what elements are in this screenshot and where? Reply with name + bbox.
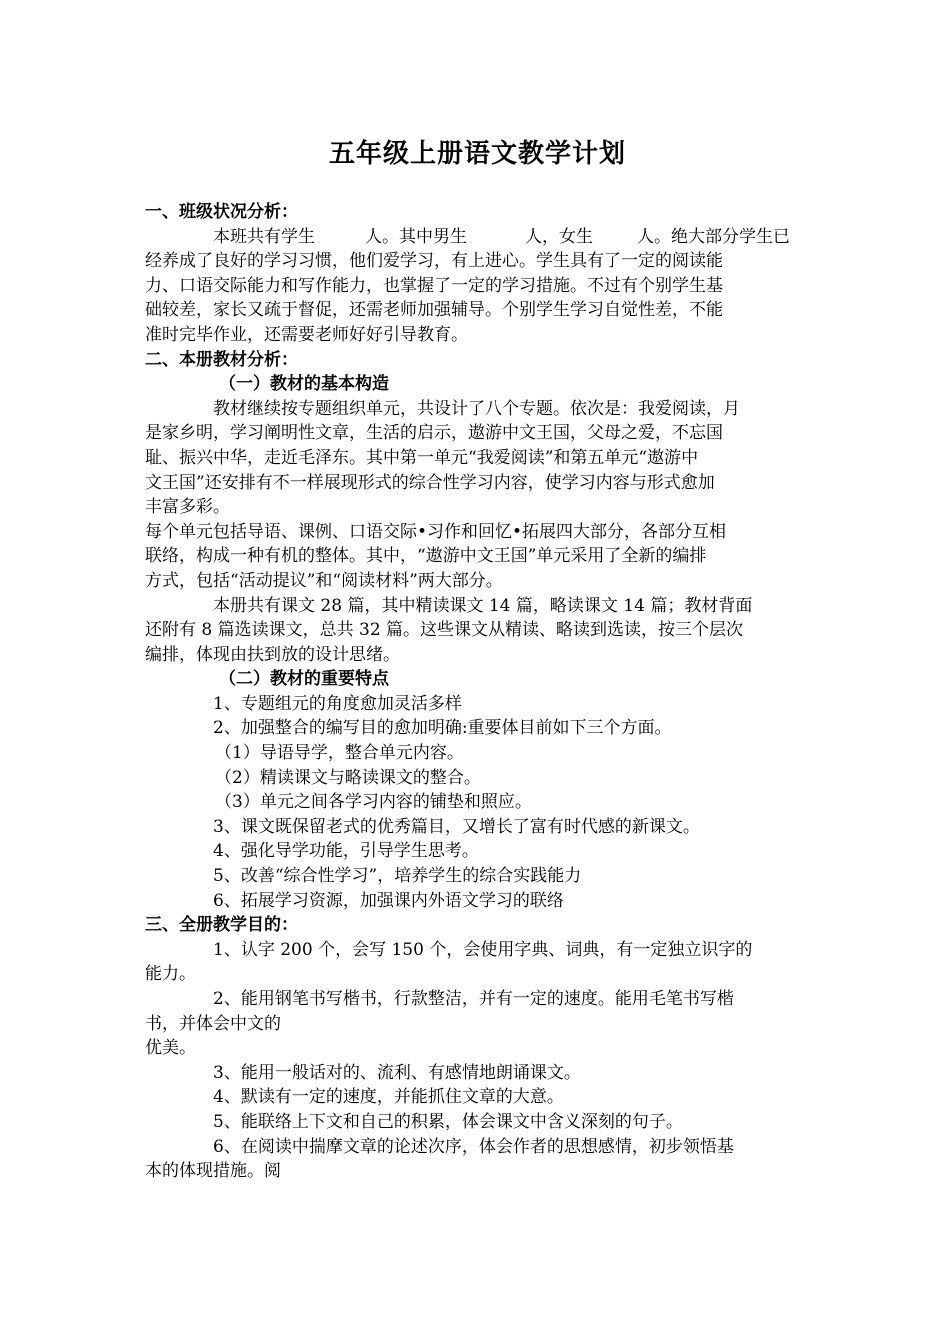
list-item: 5、能联络上下文和自己的积累，体会课文中含义深刻的句子。 — [213, 1111, 683, 1132]
list-item: 3、能用一般话对的、流利、有感情地朗诵课文。 — [213, 1062, 581, 1083]
paragraph-line: 还附有 8 篇选读课文，总共 32 篇。这些课文从精读、略读到选读，按三个层次 — [145, 620, 744, 641]
paragraph-line: 联络，构成一种有机的整体。其中，“遨游中文王国”单元采用了全新的编排 — [145, 546, 707, 567]
list-item: 5、改善“综合性学习”，培养学生的综合实践能力 — [213, 866, 582, 887]
paragraph-line: 教材继续按专题组织单元，共设计了八个专题。依次是：我爱阅读，月 — [213, 398, 740, 419]
paragraph-line: 本班共有学生 人。其中男生 人，女生 人。绝大部分学生已 — [213, 226, 790, 247]
list-item: （3）单元之间各学习内容的铺垫和照应。 — [215, 792, 532, 813]
paragraph-line: 优美。 — [145, 1038, 196, 1059]
list-item: （2）精读课文与略读课文的整合。 — [215, 767, 481, 788]
paragraph-line: 耻、振兴中华，走近毛泽东。其中第一单元“我爱阅读”和第五单元“遨游中 — [145, 447, 699, 468]
list-item: 6、拓展学习资源，加强课内外语文学习的联络 — [213, 890, 564, 911]
list-item: 6、在阅读中揣摩文章的论述次序，体会作者的思想感情，初步领悟基 — [213, 1136, 734, 1157]
section-heading: 三、全册教学目的： — [145, 915, 298, 936]
list-item: 1、专题组元的角度愈加灵活多样 — [213, 693, 462, 714]
list-item: 1、认字 200 个，会写 150 个，会使用字典、词典，有一定独立识字的 — [213, 939, 753, 960]
list-item: 3、课文既保留老式的优秀篇目，又增长了富有时代感的新课文。 — [213, 816, 700, 837]
paragraph-line: 是家乡明，学习阐明性文章，生活的启示，遨游中文王国，父母之爱，不忘国 — [145, 423, 723, 444]
list-item: 2、能用钢笔书写楷书，行款整洁，并有一定的速度。能用毛笔书写楷 — [213, 989, 734, 1009]
paragraph-line: 经养成了良好的学习习惯，他们爱学习，有上进心。学生具有了一定的阅读能 — [145, 251, 723, 272]
section-heading: 一、班级状况分析： — [145, 202, 298, 222]
paragraph-line: 本册共有课文 28 篇，其中精读课文 14 篇，略读课文 14 篇；教材背面 — [213, 595, 753, 616]
paragraph-line: 本的体现措施。阅 — [145, 1161, 281, 1182]
list-item: 4、默读有一定的速度，并能抓住文章的大意。 — [213, 1087, 564, 1108]
subsection-heading: （一）教材的基本构造 — [219, 374, 389, 395]
document-title: 五年级上册语文教学计划 — [328, 139, 626, 169]
paragraph-line: 能力。 — [145, 964, 196, 985]
document-body — [145, 200, 810, 1184]
section-heading: 二、本册教材分析： — [145, 349, 298, 370]
paragraph-line: 力、口语交际能力和写作能力，也掌握了一定的学习措施。不过有个别学生基 — [145, 275, 723, 296]
paragraph-line: 书，并体会中文的 — [145, 1013, 281, 1034]
subsection-heading: （二）教材的重要特点 — [219, 669, 389, 690]
list-item: （1）导语导学，整合单元内容。 — [215, 743, 464, 764]
list-item: 4、强化导学功能，引导学生思考。 — [213, 841, 479, 862]
list-item: 2、加强整合的编写目的愈加明确:重要体目前如下三个方面。 — [213, 718, 672, 739]
paragraph-line: 每个单元包括导语、课例、口语交际•习作和回忆•拓展四大部分，各部分互相 — [145, 521, 727, 542]
paragraph-line: 文王国”还安排有不一样展现形式的综合性学习内容，使学习内容与形式愈加 — [145, 472, 715, 493]
paragraph-line: 准时完毕作业，还需要老师好好引导教育。 — [145, 324, 468, 345]
paragraph-line: 丰富多彩。 — [145, 497, 230, 518]
paragraph-line: 编排，体现由扶到放的设计思绪。 — [145, 644, 400, 665]
paragraph-line: 础较差，家长又疏于督促，还需老师加强辅导。个别学生学习自觉性差，不能 — [145, 300, 723, 321]
paragraph-line: 方式，包括“活动提议”和“阅读材料”两大部分。 — [145, 570, 503, 591]
